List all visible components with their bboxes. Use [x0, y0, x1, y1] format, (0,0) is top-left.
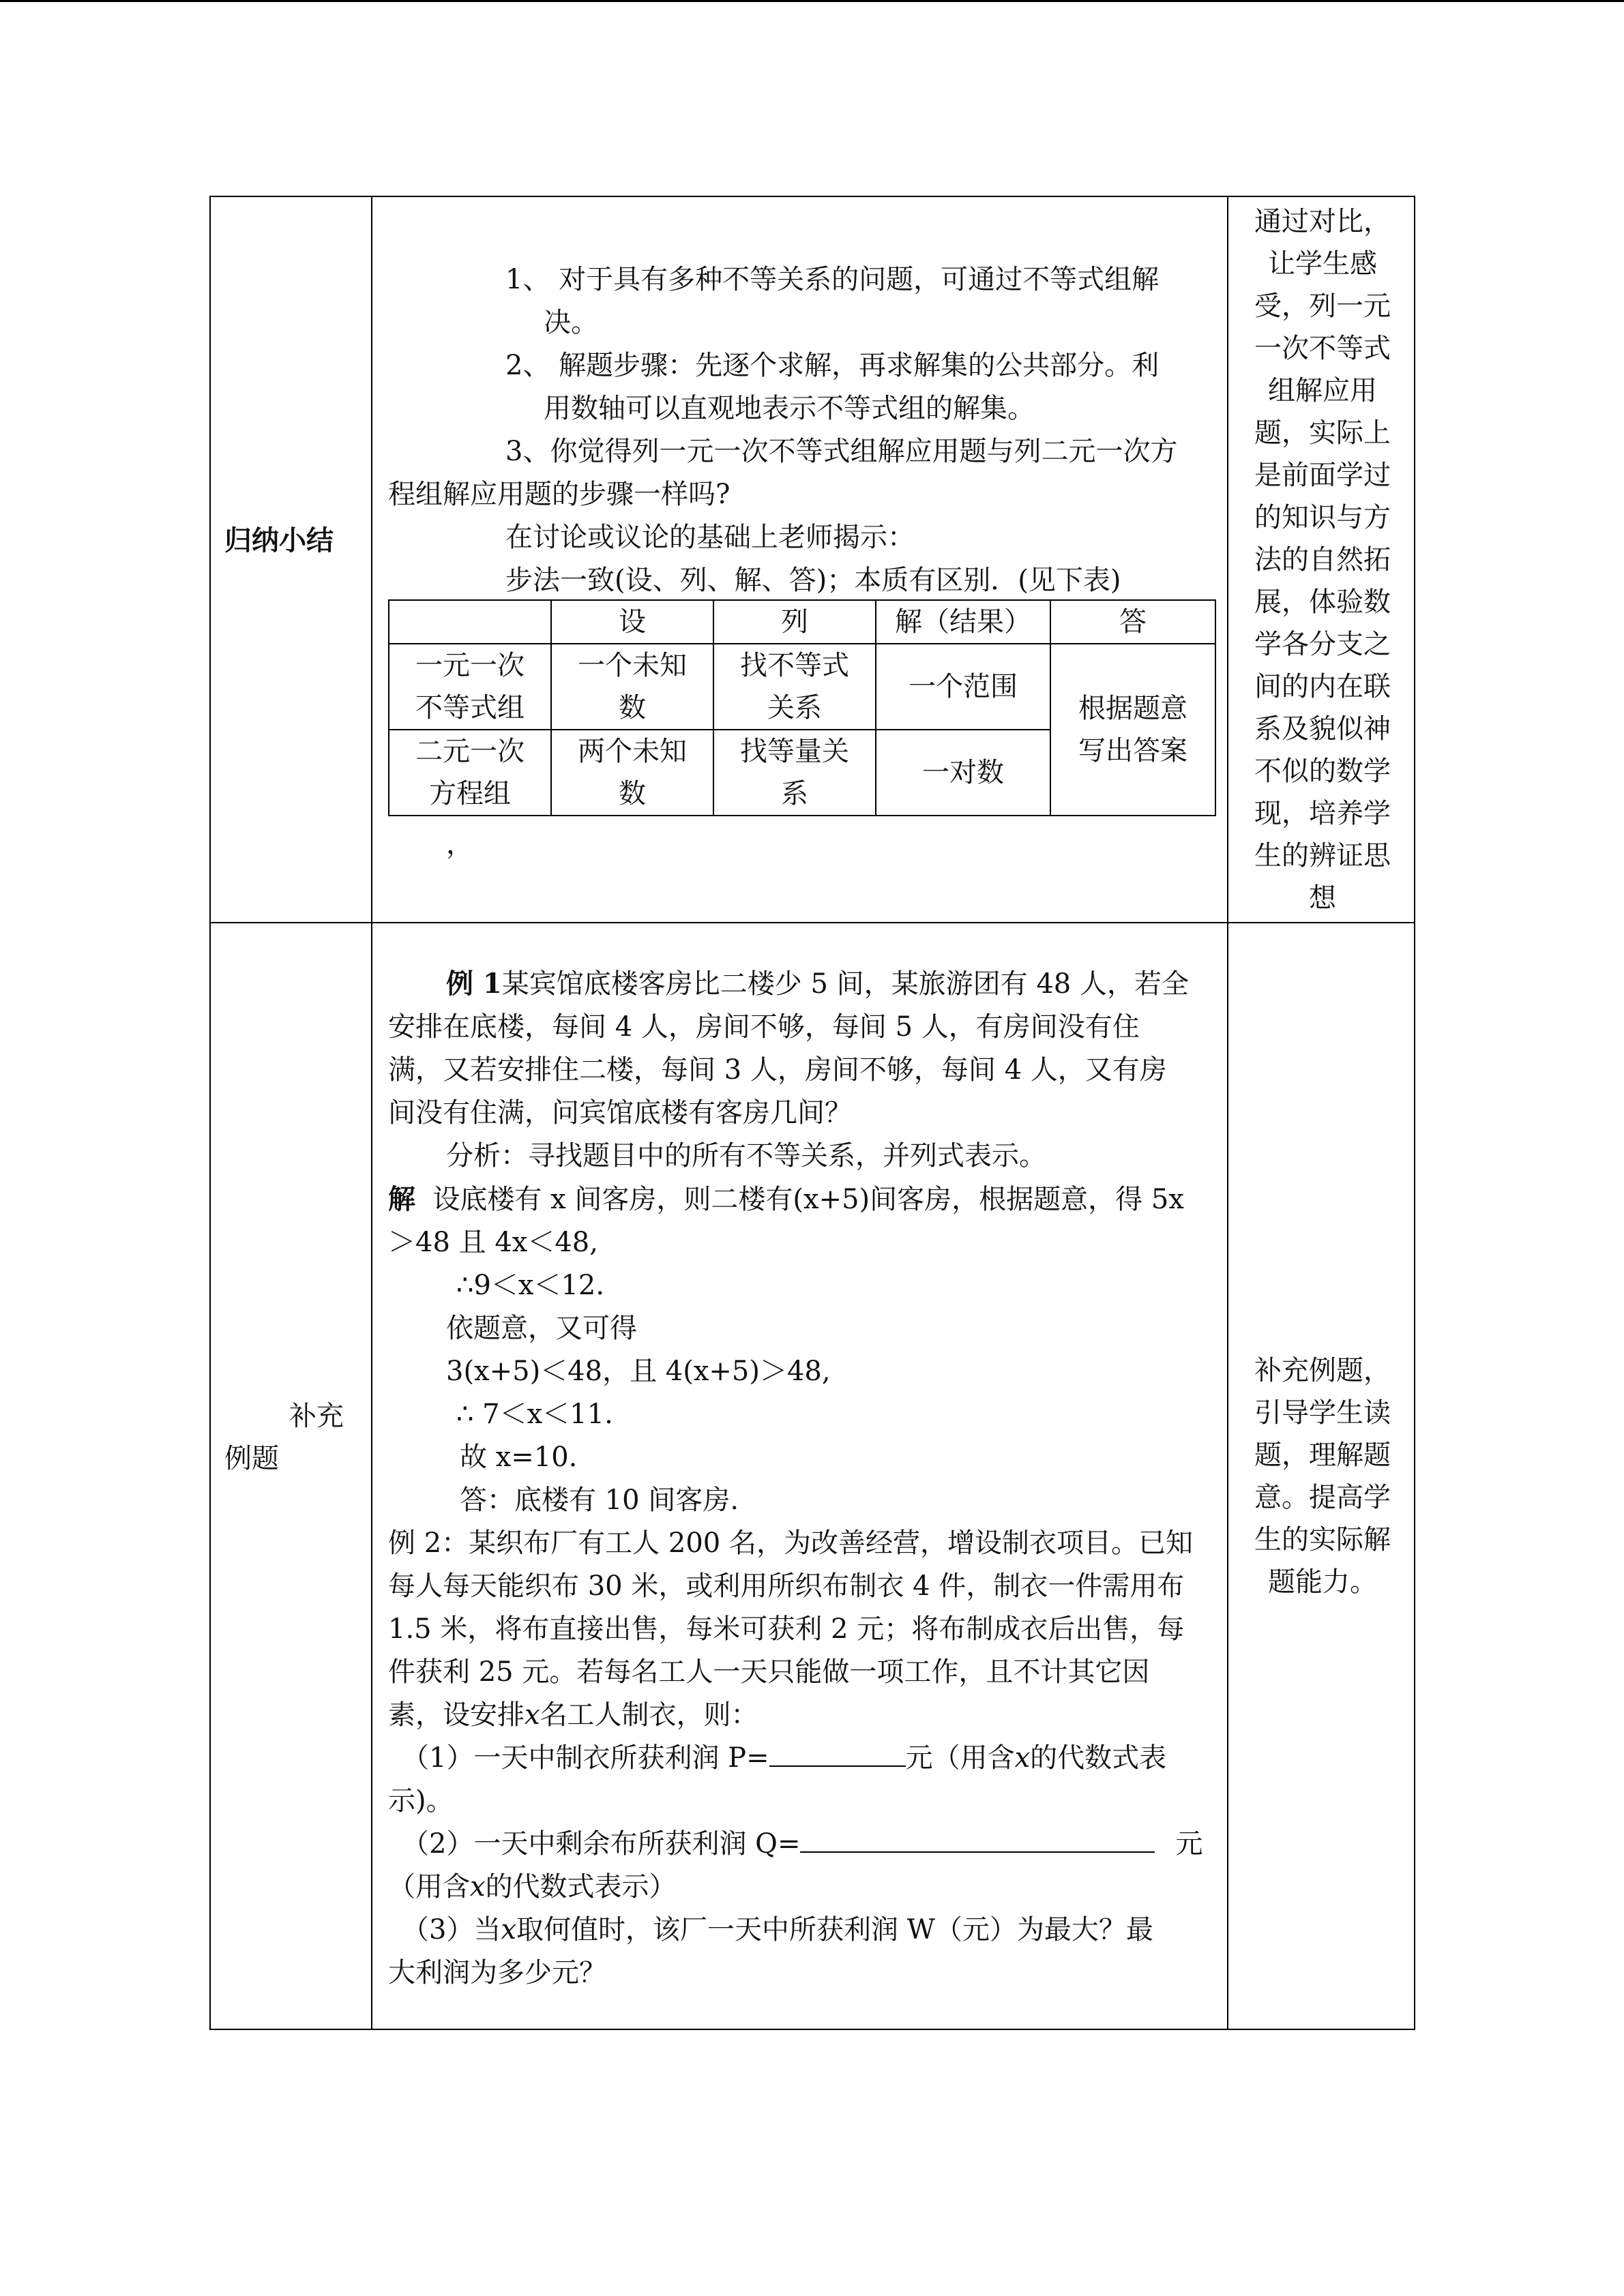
lesson-table — [209, 196, 1415, 2030]
example1-line2: 安排在底楼，每间 4 人，房间不够，每间 5 人，有房间没有住 — [388, 1011, 1140, 1043]
row2-content — [388, 962, 1217, 1995]
comparison-header-row — [389, 600, 1215, 644]
row-divider — [211, 922, 1414, 923]
steps-text: 步法一致(设、列、解、答)；本质有区别．(见下表) — [505, 565, 1121, 596]
list-cell-inequality: 找不等式 关系 — [713, 644, 876, 730]
question1-blank[interactable] — [769, 1738, 906, 1767]
set-cell-inequality: 一个未知 数 — [551, 644, 713, 730]
solution-line1: 解 设底楼有 x 间客房，则二楼有(x+5)间客房，根据题意，得 5x — [388, 1183, 1184, 1215]
solution-line6: ∴ 7＜x＜11. — [456, 1399, 613, 1430]
summary-item-3-line2: 程组解应用题的步骤一样吗? — [388, 479, 730, 510]
example2-line2: 每人每天能织布 30 米，或利用所织布制衣 4 件，制衣一件需用布 — [388, 1570, 1185, 1602]
list-cell-equation: 找等量关 系 — [713, 730, 876, 816]
row1-teaching-note: 通过对比， 让学生感 受，列一元 一次不等式 组解应用 题，实际上 是前面学过 的知识与方 法的自然拓 展，体验数 学各分支之 间的内在联 系及貌似神 不似的数学 现，培养学 生的辨证思 想 — [1254, 206, 1391, 914]
summary-item-2-line1: 2、 解题步骤：先逐个求解，再求解集的公共部分。利 — [505, 350, 1160, 381]
header-empty — [389, 600, 551, 644]
column-divider-1 — [371, 197, 372, 2029]
header-answer: 答 — [1050, 600, 1215, 644]
summary-item-1-line2: 决。 — [544, 307, 598, 338]
set-cell-equation: 两个未知 数 — [551, 730, 713, 816]
solution-label: 解 — [388, 1183, 415, 1215]
example1-line3: 满，又若安排住二楼，每间 3 人，房间不够，每间 4 人，又有房 — [388, 1054, 1167, 1086]
type-cell-inequality: 一元一次 不等式组 — [389, 644, 551, 730]
solution-line8: 答：底楼有 10 间客房. — [460, 1485, 739, 1516]
question2-line1: （2）一天中剩余布所获利润 Q= 元 — [388, 1823, 1217, 1866]
solution-line3: ∴9＜x＜12. — [456, 1270, 605, 1301]
row2-label: 补充 例题 — [224, 1401, 344, 1474]
discussion-text: 在讨论或议论的基础上老师揭示： — [505, 522, 915, 553]
row2-teaching-note: 补充例题， 引导学生读 题，理解题 意。提高学 生的实际解 题能力。 — [1254, 1355, 1391, 1598]
type-cell-equation: 二元一次 方程组 — [389, 730, 551, 816]
solution-line4: 依题意，又可得 — [446, 1313, 637, 1344]
example1-line1: 例 1某宾馆底楼客房比二楼少 5 间，某旅游团有 48 人，若全 — [446, 968, 1189, 1000]
result-cell-equation: 一对数 — [876, 730, 1050, 816]
answer-cell: 根据题意 写出答案 — [1050, 644, 1215, 816]
solution-line5: 3(x+5)＜48，且 4(x+5)＞48, — [446, 1356, 831, 1387]
example1-title: 例 1 — [446, 968, 502, 1000]
solution-line7: 故 x=10. — [460, 1442, 578, 1473]
question1-line1: （1）一天中制衣所获利润 P= 元（用含x的代数式表 — [388, 1737, 1217, 1780]
question2-line2: （用含x的代数式表示） — [388, 1871, 677, 1903]
question3-line1: （3）当x取何值时，该厂一天中所获利润 W（元）为最大？最 — [402, 1914, 1153, 1945]
analysis-text: 分析：寻找题目中的所有不等关系，并列式表示。 — [446, 1140, 1046, 1172]
column-divider-2 — [1227, 197, 1228, 2029]
question2-blank[interactable] — [800, 1824, 1155, 1853]
example2-line3: 1.5 米，将布直接出售，每米可获利 2 元；将布制成衣后出售，每 — [388, 1613, 1185, 1645]
example1-line4: 间没有住满，问宾馆底楼有客房几间？ — [388, 1097, 852, 1129]
stray-mark: ， — [446, 829, 473, 860]
example2-line5: 素，设安排x名工人制衣，则： — [388, 1699, 758, 1731]
solution-line2: ＞48 且 4x＜48, — [388, 1227, 598, 1258]
page-top-border — [0, 0, 1624, 2]
summary-item-2-line2: 用数轴可以直观地表示不等式组的解集。 — [544, 393, 1035, 424]
example2-line4: 件获利 25 元。若每名工人一天只能做一项工作，且不计其它因 — [388, 1656, 1150, 1688]
example2-line1: 例 2：某织布厂有工人 200 名，为改善经营，增设制衣项目。已知 — [388, 1527, 1193, 1559]
question1-line2: 示)。 — [388, 1785, 454, 1817]
question3-line2: 大利润为多少元？ — [388, 1957, 606, 1988]
row1-content — [388, 258, 1213, 602]
comparison-table — [388, 599, 1216, 816]
summary-item-1-line1: 1、 对于具有多种不等关系的问题，可通过不等式组解 — [505, 264, 1160, 295]
summary-item-3-line1: 3、你觉得列一元一次不等式组解应用题与列二元一次方 — [505, 436, 1178, 467]
header-set: 设 — [551, 600, 713, 644]
row1-label: 归纳小结 — [224, 525, 334, 556]
comparison-row-inequality — [389, 644, 1215, 730]
header-result: 解（结果） — [876, 600, 1050, 644]
result-cell-inequality: 一个范围 — [876, 644, 1050, 730]
header-list: 列 — [713, 600, 876, 644]
